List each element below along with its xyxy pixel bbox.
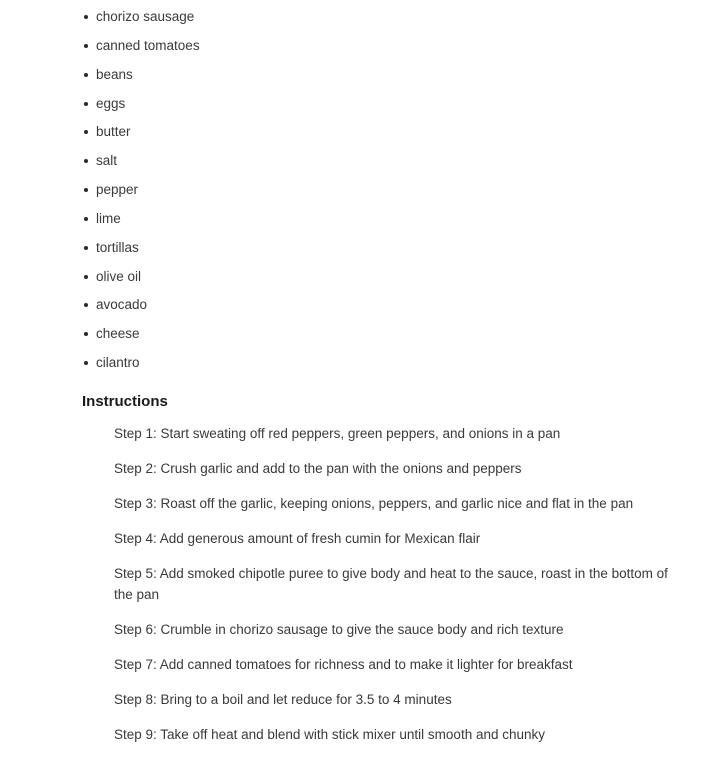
bullet-icon [84,332,88,336]
instruction-step: Step 4: Add generous amount of fresh cumin for Mexican flair [114,531,481,546]
instruction-step: Step 9: Take off heat and blend with stick mixer until smooth and chunky [114,727,545,742]
ingredient-label: butter [96,124,131,140]
ingredient-item [84,7,200,36]
ingredient-item [84,65,200,94]
bullet-icon [84,361,88,365]
ingredient-label: salt [96,153,118,169]
instructions-list [114,423,674,759]
ingredient-label: cheese [96,326,140,342]
ingredient-label: lime [96,210,121,226]
bullet-icon [84,15,88,19]
ingredient-label: olive oil [96,268,142,284]
bullet-icon [84,73,88,77]
bullet-icon [84,188,88,192]
ingredient-item [84,324,200,353]
instruction-step: Step 7: Add canned tomatoes for richness and to make it lighter for breakfast [114,657,573,672]
bullet-icon [84,130,88,134]
ingredient-item [84,122,200,151]
ingredient-item [84,353,200,382]
ingredient-item [84,151,200,180]
bullet-icon [84,159,88,163]
instruction-step: Step 8: Bring to a boil and let reduce for 3.5 to 4 minutes [114,692,452,707]
instruction-step: Step 3: Roast off the garlic, keeping onions, peppers, and garlic nice and flat in the pan [114,496,634,511]
ingredient-item [84,36,200,65]
ingredient-item [84,238,200,267]
instruction-step: Step 6: Crumble in chorizo sausage to give the sauce body and rich texture [114,622,564,637]
bullet-icon [84,303,88,307]
ingredient-list [84,7,200,382]
ingredient-label: eggs [96,95,126,111]
ingredient-item [84,267,200,296]
ingredient-label: pepper [96,182,139,198]
bullet-icon [84,44,88,48]
ingredient-label: chorizo sausage [96,9,195,24]
instruction-step: Step 1: Start sweating off red peppers, green peppers, and onions in a pan [114,426,561,441]
ingredient-label: beans [96,66,133,82]
ingredient-label: cilantro [96,355,140,371]
bullet-icon [84,275,88,279]
ingredient-item [84,94,200,123]
ingredient-item [84,209,200,238]
bullet-icon [84,102,88,106]
ingredient-item [84,180,200,209]
ingredient-label: tortillas [96,239,139,255]
ingredient-label: avocado [96,297,148,313]
instructions-heading: Instructions [82,393,168,410]
bullet-icon [84,246,88,250]
ingredient-label: canned tomatoes [96,37,200,53]
instruction-step: Step 2: Crush garlic and add to the pan with the onions and peppers [114,461,522,476]
instruction-step: Step 5: Add smoked chipotle puree to give body and heat to the sauce, roast in the bottom of the pan [114,566,668,602]
bullet-icon [84,217,88,221]
ingredient-item [84,295,200,324]
